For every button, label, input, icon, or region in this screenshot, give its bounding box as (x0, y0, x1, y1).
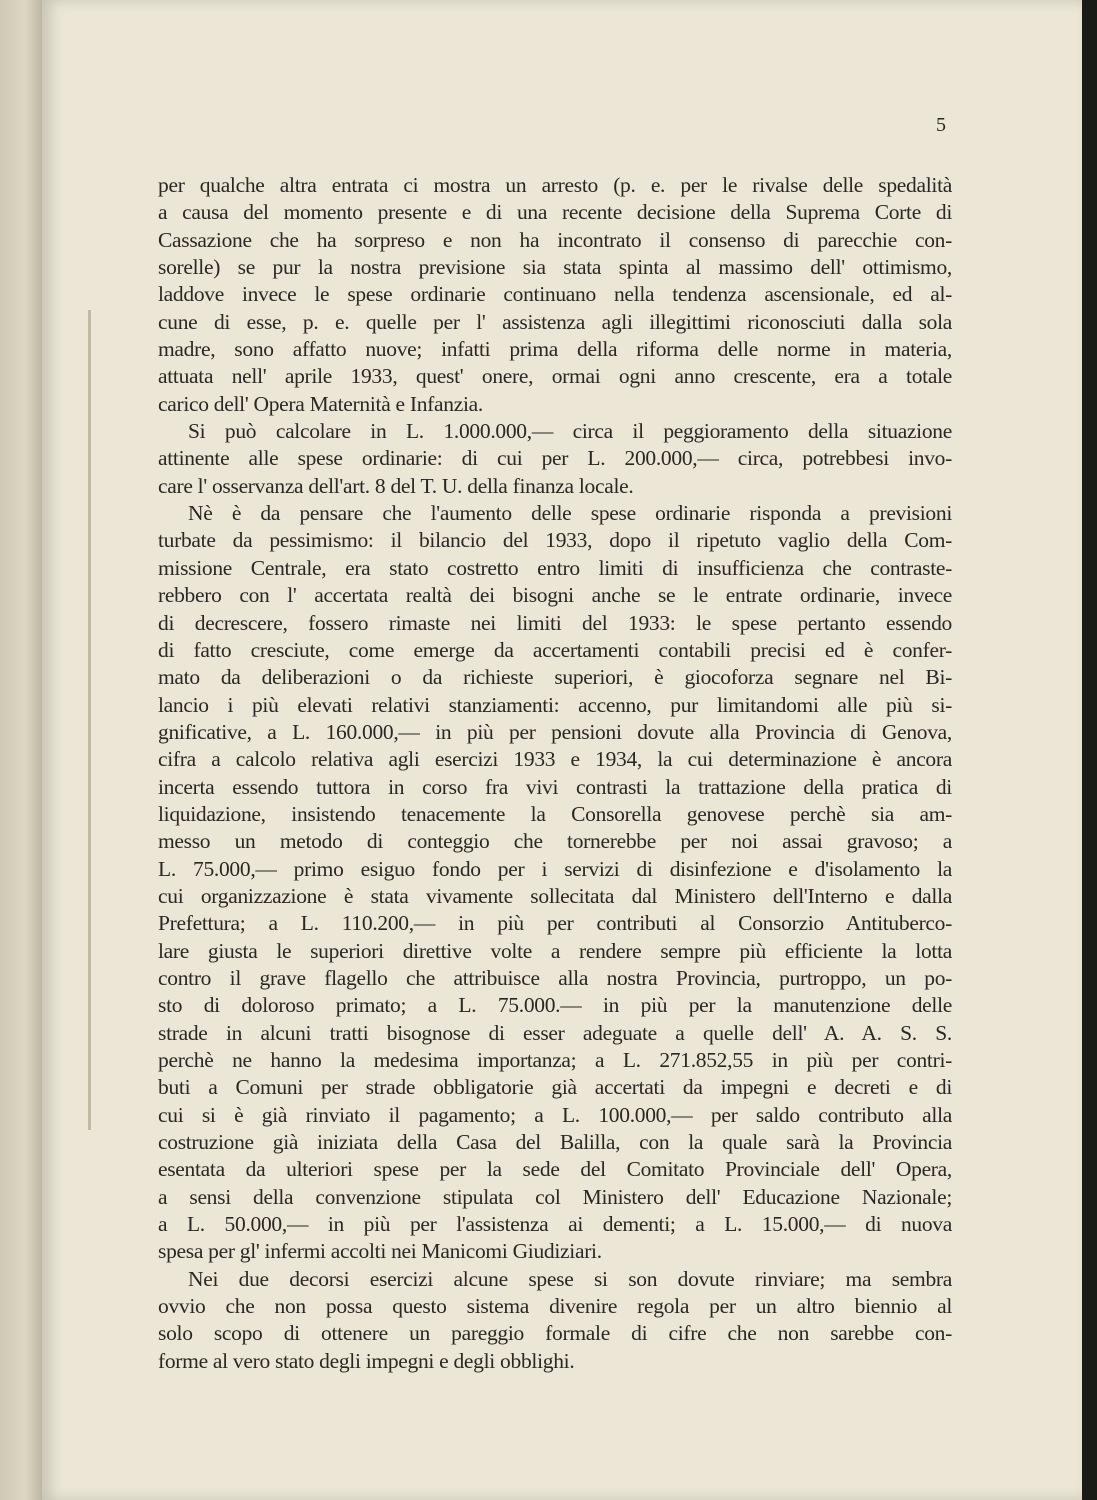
paragraph (158, 1266, 952, 1375)
text-line: mato da deliberazioni o da richieste superiori, è giocoforza segnare nel Bi- (158, 665, 952, 690)
text-line: a sensi della convenzione stipulata col Ministero dell' Educazione Nazionale; (158, 1184, 952, 1209)
text-line: L. 75.000,— primo esiguo fondo per i servizi di disinfezione e d'isolamento la (158, 856, 952, 881)
text-line: cui si è già rinviato il pagamento; a L. 100.000,— per saldo contributo alla (158, 1102, 952, 1127)
text-line: care l' osservanza dell'art. 8 del T. U. della finanza locale. (158, 473, 634, 498)
text-line: sto di doloroso primato; a L. 75.000.— in più per la manutenzione delle (158, 993, 952, 1018)
text-line: perchè ne hanno la medesima importanza; a L. 271.852,55 in più per contri- (158, 1048, 952, 1072)
text-line: Nè è da pensare che l'aumento delle spese ordinarie risponda a previsioni (188, 501, 952, 526)
text-line: lancio i più elevati relativi stanziamenti: accenno, pur limitandomi alle più si- (158, 692, 952, 717)
page-number: 5 (936, 114, 946, 136)
text-line: a L. 50.000,— in più per l'assistenza ai dementi; a L. 15.000,— di nuova (158, 1212, 952, 1237)
text-line: turbate da pessimismo: il bilancio del 1933, dopo il ripetuto vaglio della Com- (158, 528, 952, 553)
text-line: a causa del momento presente e di una recente decisione della Suprema Corte di (158, 200, 952, 225)
text-line: esentata da ulteriori spese per la sede del Comitato Provinciale dell' Opera, (158, 1157, 952, 1182)
text-line: solo scopo di ottenere un pareggio formale di cifre che non sarebbe con- (158, 1321, 952, 1346)
text-line: carico dell' Opera Maternità e Infanzia. (158, 391, 483, 416)
paragraph (158, 500, 952, 1266)
text-line: per qualche altra entrata ci mostra un arresto (p. e. per le rivalse delle spedalità (158, 173, 952, 197)
text-line: di fatto cresciute, come emerge da accertamenti contabili precisi ed è confer- (158, 637, 952, 662)
text-line: messo un metodo di conteggio che tornerebbe per noi assai gravoso; a (158, 829, 952, 854)
text-line: gnificative, a L. 160.000,— in più per pensioni dovute alla Provincia di Genova, (158, 719, 952, 744)
paragraph (158, 418, 952, 500)
text-line: di decrescere, fossero rimaste nei limiti del 1933: le spese pertanto essendo (158, 610, 952, 635)
text-line: lare giusta le superiori direttive volte a rendere sempre più efficiente la lotta (158, 938, 952, 963)
text-line: liquidazione, insistendo tenacemente la Consorella genovese perchè sia am- (158, 801, 952, 826)
text-line: forme al vero stato degli impegni e degli obblighi. (158, 1348, 575, 1373)
text-line: cifra a calcolo relativa agli esercizi 1933 e 1934, la cui determinazione è ancora (158, 747, 952, 772)
binding-mark (88, 310, 91, 1130)
text-line: Cassazione che ha sorpreso e non ha incontrato il consenso di parecchie con- (158, 227, 952, 252)
text-line: Nei due decorsi esercizi alcune spese si son dovute rinviare; ma sembra (188, 1266, 952, 1291)
text-line: madre, sono affatto nuove; infatti prima della riforma delle norme in materia, (158, 337, 952, 362)
text-line: rebbero con l' accertata realtà dei bisogni anche se le entrate ordinarie, invece (158, 583, 952, 608)
text-line: laddove invece le spese ordinarie continuano nella tendenza ascensionale, ed al- (158, 282, 952, 307)
text-line: attuata nell' aprile 1933, quest' onere, ormai ogni anno crescente, era a totale (158, 364, 952, 389)
text-line: cui organizzazione è stata vivamente sollecitata dal Ministero dell'Interno e dalla (158, 883, 952, 908)
text-line: Prefettura; a L. 110.200,— in più per contributi al Consorzio Antituberco- (158, 911, 952, 936)
text-line: attinente alle spese ordinarie: di cui per L. 200.000,— circa, potrebbesi invo- (158, 446, 952, 471)
text-line: costruzione già iniziata della Casa del Balilla, con la quale sarà la Provincia (158, 1130, 952, 1155)
text-line: incerta essendo tuttora in corso fra vivi contrasti la trattazione della pratica di (158, 774, 952, 799)
text-line: Si può calcolare in L. 1.000.000,— circa il peggioramento della situazione (188, 419, 952, 444)
text-line: missione Centrale, era stato costretto entro limiti di insufficienza che contraste- (158, 555, 952, 580)
text-line: spesa per gl' infermi accolti nei Manicomi Giudiziari. (158, 1239, 602, 1264)
text-line: sorelle) se pur la nostra previsione sia stata spinta al massimo dell' ottimismo, (158, 255, 952, 280)
text-line: buti a Comuni per strade obbligatorie già accertati da impegni e decreti e di (158, 1075, 952, 1100)
body-text (158, 172, 952, 1375)
text-line: strade in alcuni tratti bisognose di esser adeguate a quelle dell' A. A. S. S. (158, 1020, 952, 1045)
text-line: cune di esse, p. e. quelle per l' assistenza agli illegittimi riconosciuti dalla sola (158, 309, 952, 334)
text-line: contro il grave flagello che attribuisce alla nostra Provincia, purtroppo, un po- (158, 965, 952, 990)
text-line: ovvio che non possa questo sistema divenire regola per un altro biennio al (158, 1294, 952, 1319)
adjacent-page-edge (0, 0, 42, 1500)
paragraph (158, 172, 952, 418)
